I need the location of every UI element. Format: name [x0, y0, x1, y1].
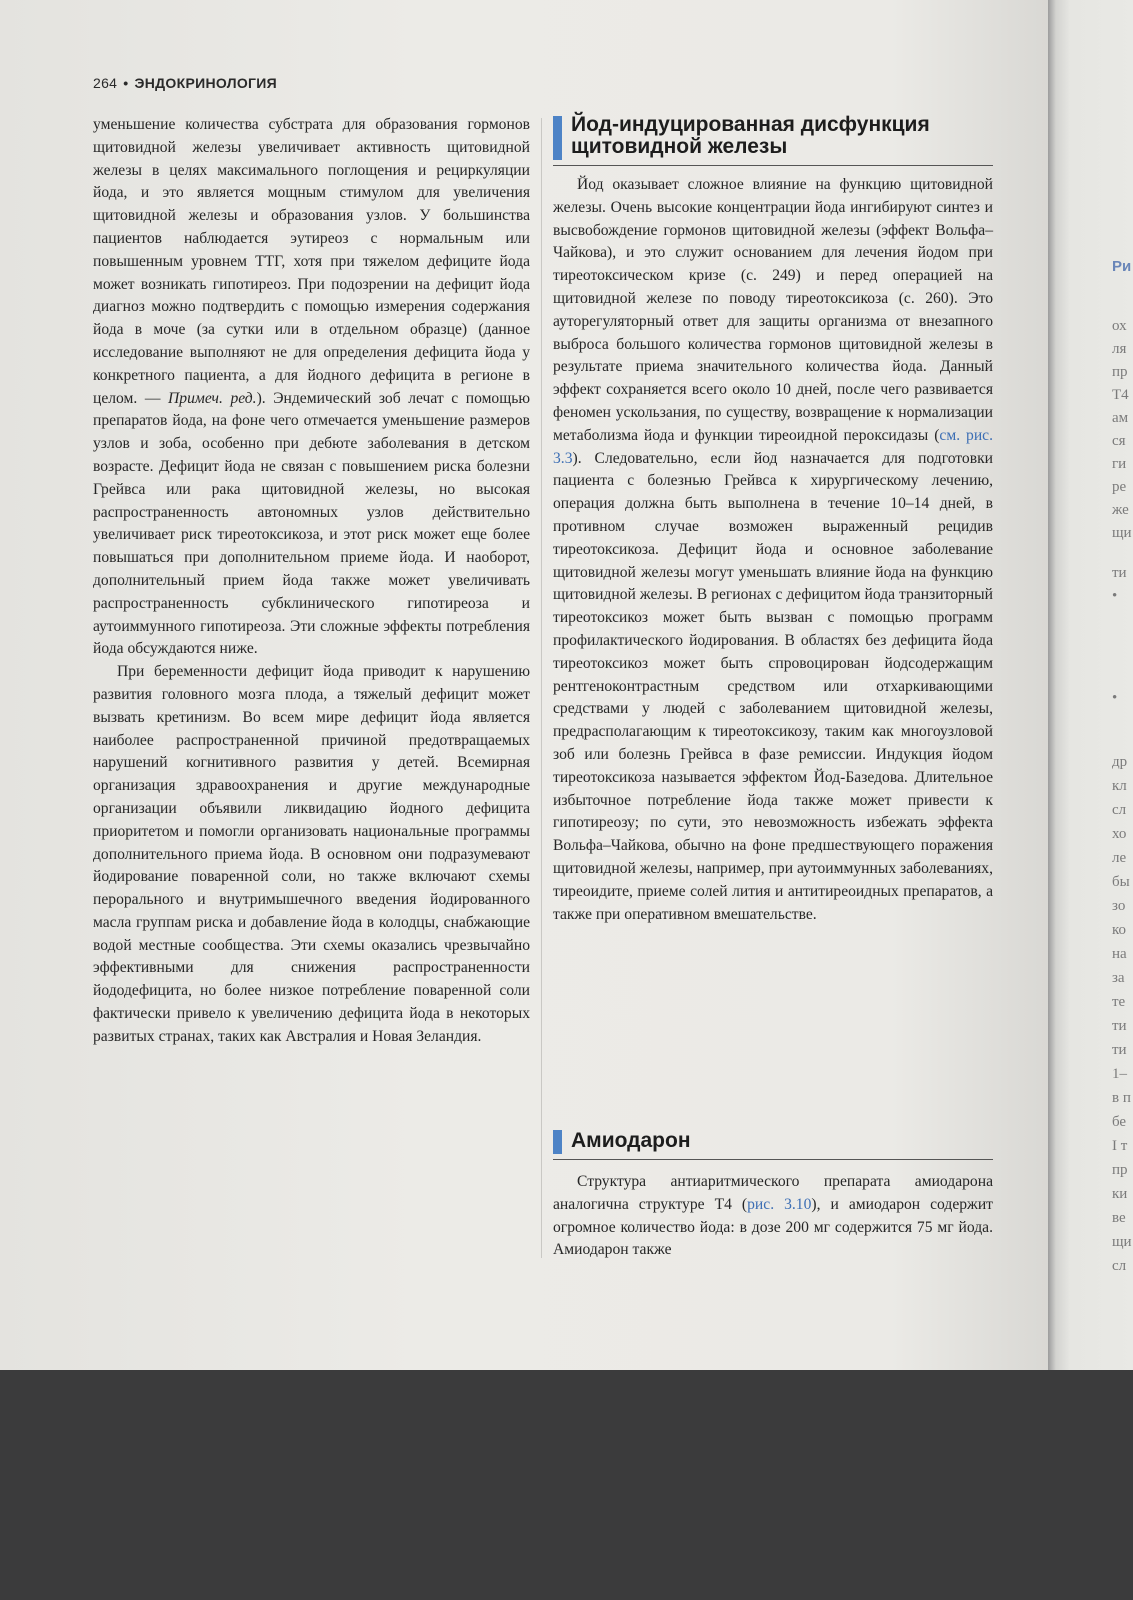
facing-page-fragment: Т4	[1112, 387, 1129, 403]
chapter-title: ЭНДОКРИНОЛОГИЯ	[134, 75, 277, 91]
section-paragraph-1-a: Йод оказывает сложное влияние на функцию щитовидной железы. Очень высокие концентрации йода ингибируют синтез и высвобождение гормонов щитовидной железы (эффект Вольфа–Чайкова), и это служит основанием для лечения йодом при тиреотоксическом кризе (с. 249) и перед операцией на щитовидной железе по поводу тиреотоксикоза (с. 260). Это ауторегуляторный ответ для защиты организма от внезапного выброса большого количества гормонов щитовидной железы в результате приема значительного количества йода. Данный эффект сохраняется всего около 10 дней, после чего развивается феномен ускользания, по существу, возвращение к нормализации метаболизма йода и функции тиреоидной пероксидазы (	[553, 176, 993, 444]
facing-page-fragment: •	[1112, 690, 1118, 706]
facing-page-fragment: ти	[1112, 1042, 1127, 1058]
facing-page-fragment: ох	[1112, 318, 1127, 334]
section-heading-text: Йод-индуцированная дисфункция щитовидной железы	[571, 113, 930, 158]
left-paragraph-2: При беременности дефицит йода приводит к нарушению развития головного мозга плода, а тяжелый дефицит может вызвать кретинизм. Во всем мире дефицит йода является наиболее распространенной причиной предотвращаемых нарушений когнитивного развития у детей. Всемирная организация здравоохранения и другие международные организации объявили ликвидацию йодного дефицита приоритетом и помогли организовать национальные программы дополнительного приема йода. В основном они подразумевают йодирование поваренной соли, но также включают схемы перорального и внутримышечного введения йодированного масла группам риска и добавление йода в колодцы, снабжающие водой местные сообщества. Эти схемы оказались чрезвычайно эффективными для снижения распространенности йододефицита, но более низкое потребление поваренной соли фактически привело к увеличению дефицита йода в некоторых развитых странах, таких как Австралия и Новая Зеландия.	[93, 663, 530, 1045]
subsection-paragraph-1-a: Структура антиаритмического препарата амиодарона аналогична структуре Т4 (	[553, 1173, 993, 1213]
facing-page-fragment: 1–	[1112, 1066, 1127, 1082]
page-header	[93, 75, 277, 95]
facing-page-fragment: ти	[1112, 1018, 1127, 1034]
subsection-heading	[553, 1130, 993, 1152]
facing-page-fragment: щи	[1112, 525, 1132, 541]
subheading-accent-bar	[553, 1130, 562, 1154]
section-heading	[553, 114, 993, 158]
facing-page-fragment: зо	[1112, 898, 1126, 914]
facing-page-fragment: сл	[1112, 1258, 1127, 1274]
facing-page-fragment: за	[1112, 970, 1125, 986]
facing-page-fragment: кл	[1112, 778, 1127, 794]
left-paragraph-1-end: ). Эндемический зоб лечат с помощью препаратов йода, на фоне чего отмечается уменьшение размеров узлов и зоба, особенно при дебюте заболевания в детском возрасте. Дефицит йода не связан с повышением риска болезни Грейвса или рака щитовидной железы, но высокая распространенность автономных узлов действительно увеличивает риск тиреотоксикоза, и этот риск может еще более повышаться при дополнительном приеме йода. И наоборот, дополнительный прием йода также может увеличивать распространенность субклинического гипотиреоза и аутоиммунного гипотиреоза. Эти сложные эффекты потребления йода обсуждаются ниже.	[93, 389, 530, 658]
facing-page-fragment: др	[1112, 754, 1128, 770]
facing-page-fragment: ам	[1112, 410, 1129, 426]
facing-page-fragment: бе	[1112, 1114, 1127, 1130]
editor-note: Примеч. ред.	[168, 389, 257, 407]
page-number: 264	[93, 75, 118, 91]
column-divider	[541, 118, 542, 1258]
subsection-paragraph-1-b: ), и амиодарон содержит огромное количество йода: в дозе 200 мг содержится 75 мг йода. Амиодарон также	[553, 1195, 993, 1259]
facing-page-fragment: пр	[1112, 364, 1128, 380]
section-paragraph-1-b: ). Следовательно, если йод назначается для подготовки пациента с болезнью Грейвса к хирургическому лечению, операция должна быть выполнена в течение 10–14 дней, в противном случае возможен выраженный рецидив тиреотоксикоза. Дефицит йода и основное заболевание щитовидной железы могут уменьшать влияние йода на функцию щитовидной железы. В регионах с дефицитом йода транзиторный тиреотоксикоз может быть вызван с помощью программ профилактического йодирования. В областях без дефицита йода тиреотоксикоз может быть спровоцирован йодсодержащим рентгеноконтрастным средством или отхаркивающими средствами у людей с заболеванием щитовидной железы, предрасполагающим к тиреотоксикозу, таким как многоузловой зоб или болезнь Грейвса в фазе ремиссии. Индукция йодом тиреотоксикоза называется эффектом Йод-Базедова. Длительное избыточное потребление йода также может привести к гипотиреозу; по сути, это невозможность избежать эффекта Вольфа–Чайкова, обычно на фоне предшествующего поражения щитовидной железы, например, при аутоиммунных заболеваниях, тиреоидите, приеме солей лития и антитиреоидных препаратов, а также при оперативном вмешательстве.	[553, 449, 993, 923]
facing-page-fragment: же	[1112, 502, 1129, 518]
facing-page-edge	[1048, 0, 1133, 1370]
facing-page-fragment: I т	[1112, 1138, 1128, 1154]
facing-page-fragment: бы	[1112, 874, 1130, 890]
section-paragraph-1	[553, 174, 993, 926]
facing-page-fragment: ги	[1112, 456, 1127, 472]
facing-page-fragment: ля	[1112, 341, 1127, 357]
facing-page-fragment: ле	[1112, 850, 1127, 866]
facing-page-fragment: ся	[1112, 433, 1126, 449]
subsection-heading-text: Амиодарон	[571, 1129, 691, 1152]
subsection-paragraph-1	[553, 1171, 993, 1262]
subheading-rule	[553, 1159, 993, 1160]
subsection-column	[553, 1171, 993, 1262]
facing-page-fragment: ре	[1112, 479, 1127, 495]
facing-page-fragment: •	[1112, 588, 1118, 604]
facing-page-fragment: Ри	[1112, 258, 1132, 275]
facing-page-fragment: те	[1112, 994, 1126, 1010]
facing-page-fragment: ве	[1112, 1210, 1126, 1226]
facing-page-fragment: ки	[1112, 1186, 1128, 1202]
facing-page-fragment: сл	[1112, 802, 1127, 818]
figure-link-3-3[interactable]: см. рис. 3.3	[553, 426, 993, 467]
heading-accent-bar	[553, 116, 562, 160]
left-column	[93, 114, 530, 1049]
left-paragraph-1-text: уменьшение количества субстрата для образования гормонов щитовидной железы увеличивает активность щитовидной железы в целях максимального поглощения и рециркуляции йода, и это является мощным стимулом для увеличения щитовидной железы и образования узлов. У большинства пациентов наблюдается эутиреоз с нормальным или повышенным уровнем ТТГ, хотя при тяжелом дефиците йода может возникать гипотиреоз. При подозрении на дефицит йода диагноз можно подтвердить с помощью измерения содержания йода в моче (за сутки или в отдельном образце) (данное исследование выполняют не для определения дефицита йода у конкретного пациента, а для йодного дефицита в регионе в целом. —	[93, 116, 530, 407]
facing-page-fragment: пр	[1112, 1162, 1128, 1178]
left-paragraph-1	[93, 114, 530, 661]
facing-page-fragment: ко	[1112, 922, 1127, 938]
facing-page-fragment: ти	[1112, 565, 1127, 581]
figure-link-3-10[interactable]: рис. 3.10	[747, 1195, 812, 1213]
heading-rule	[553, 165, 993, 166]
facing-page-fragment: на	[1112, 946, 1127, 962]
header-separator: •	[123, 75, 129, 91]
facing-page-fragment: в п	[1112, 1090, 1131, 1106]
facing-page-fragment: хо	[1112, 826, 1127, 842]
facing-page-fragment: щи	[1112, 1234, 1132, 1250]
right-column	[553, 174, 993, 926]
